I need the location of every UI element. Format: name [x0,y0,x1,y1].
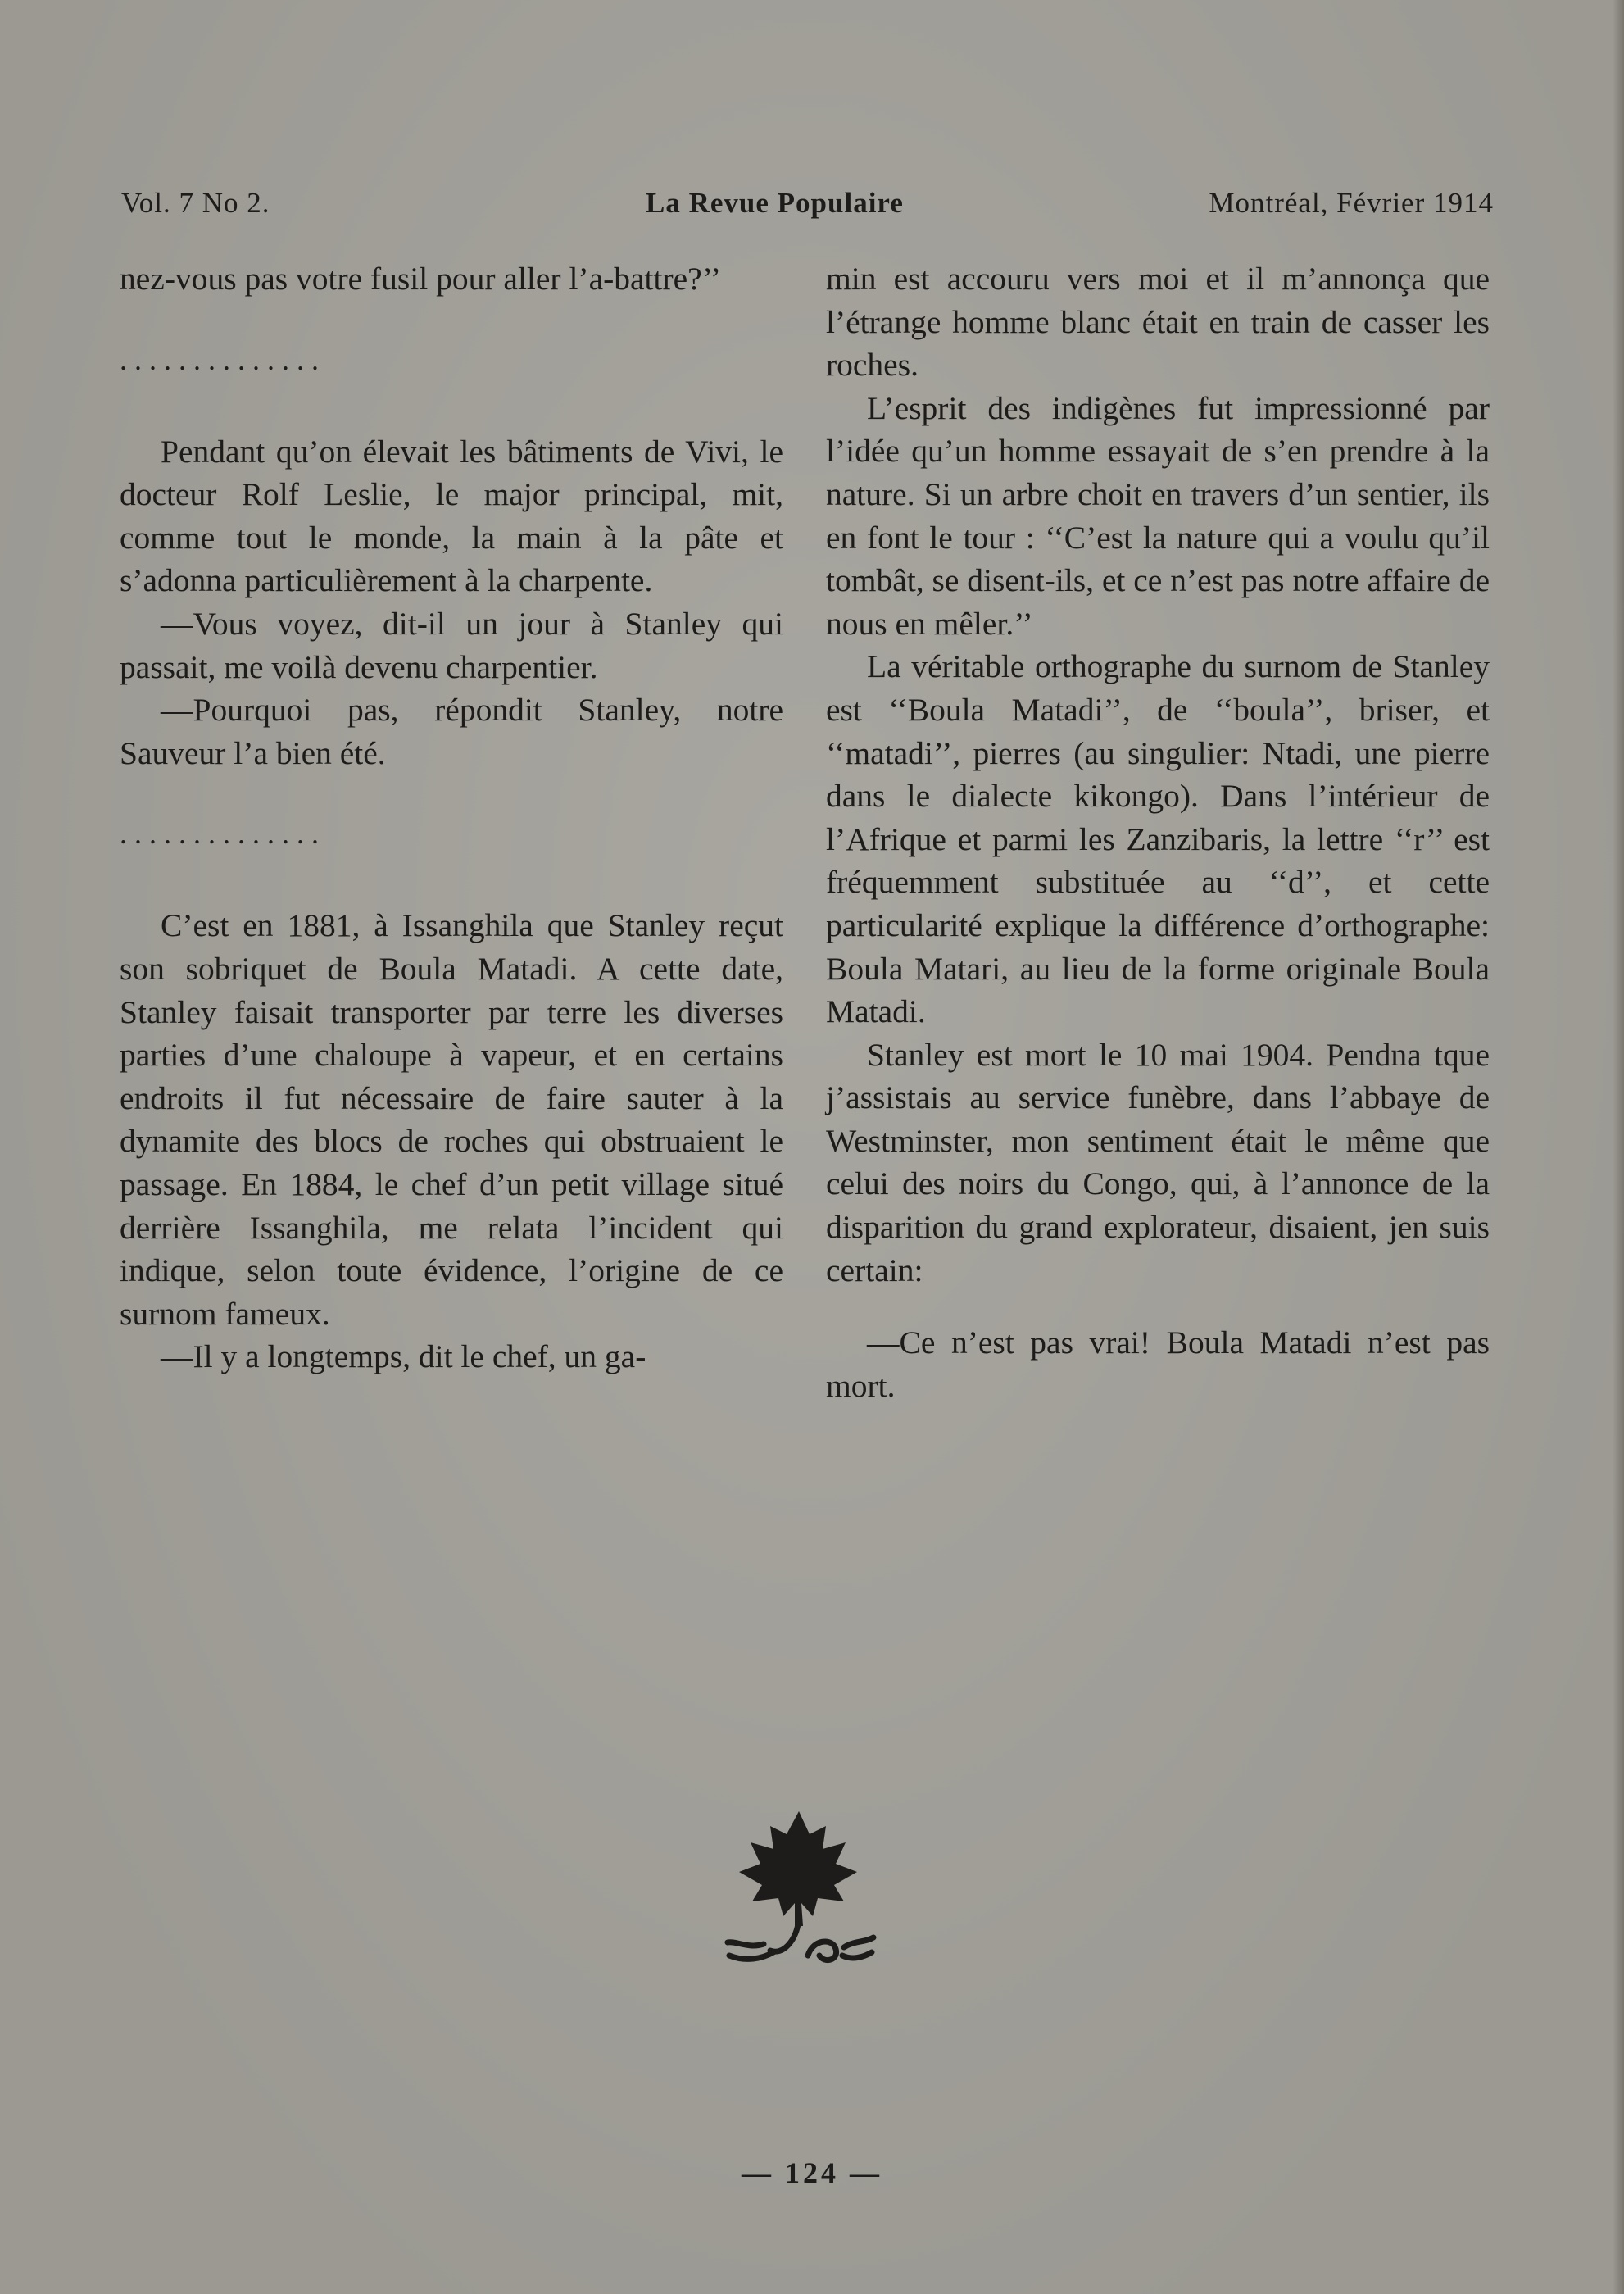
paragraph: —Vous voyez, dit-il un jour à Stanley qui passait, me voilà devenu charpentier. [120,605,783,685]
running-header [121,187,1494,228]
paragraph: nez-vous pas votre fusil pour aller l’a-battre?’’ [120,261,722,297]
left-column [120,257,783,1379]
header-volume: Vol. 7 No 2. [121,187,270,219]
maple-leaf-ornament-icon [713,1803,885,1975]
header-publication: La Revue Populaire [646,187,904,219]
paragraph: —Ce n’est pas vrai! Boula Matadi n’est pas mort. [826,1324,1490,1404]
paragraph: —Il y a longtemps, dit le chef, un ga- [161,1338,646,1375]
page-number: — 124 — [742,2156,882,2189]
paragraph: min est accouru vers moi et il m’annonça que l’étrange homme blanc était en train de casser les roches. [826,261,1490,384]
right-column [826,257,1490,1407]
header-place-date: Montréal, Février 1914 [1209,187,1494,219]
section-break-dots: . . . . . . . . . . . . . . [120,343,319,376]
paragraph: Pendant qu’on élevait les bâtiments de Vivi, le docteur Rolf Leslie, le major principal, mit, comme tout le monde, la main à la pâte et s’adonna particulièrement à la charpente. [120,433,783,599]
paragraph: C’est en 1881, à Issanghila que Stanley reçut son sobriquet de Boula Matadi. A cette date, Stanley faisait transporter par terre les diverses parties d’une chaloupe à vapeur, et en certains endroits il fut nécessaire de faire sauter à la dynamite des blocs de roches qui obstruaient le passage. En 1884, le chef d’un petit village situé derrière Issanghila, me relata l’incident qui indique, selon toute évidence, l’origine de ce surnom fameux. [120,907,783,1332]
paragraph: L’esprit des indigènes fut impressionné par l’idée qu’un homme essayait de s’en prendre à la nature. Si un arbre choit en travers d’un sentier, ils en font le tour : ‘‘C’est la nature qui a voulu qu’il tombât, se disent-ils, et ce n’est pas notre affaire de nous en mêler.’’ [826,389,1490,642]
paragraph: La véritable orthographe du surnom de Stanley est ‘‘Boula Matadi’’, de ‘‘boula’’, briser, et ‘‘matadi’’, pierres (au singulier: Ntadi, une pierre dans le dialecte kikongo). Dans l’intérieur de l’Afrique et parmi les Zanzibaris, la lettre ‘‘r’’ est fréquemment substituée au ‘‘d’’, et cette particularité explique la différence d’orthographe: Boula Matari, au lieu de la forme originale Boula Matadi. [826,648,1490,1030]
page-edge-shadow [1613,0,1624,2294]
paragraph: Stanley est mort le 10 mai 1904. Pendna tque j’assistais au service funèbre, dans l’abbaye de Westminster, mon sentiment était le même que celui des noirs du Congo, qui, à l’annonce de la disparition du grand explorateur, disaient, jen suis certain: [826,1036,1490,1288]
section-break-dots: . . . . . . . . . . . . . . [120,817,319,851]
paragraph: —Pourquoi pas, répondit Stanley, notre Sauveur l’a bien été. [120,692,783,771]
